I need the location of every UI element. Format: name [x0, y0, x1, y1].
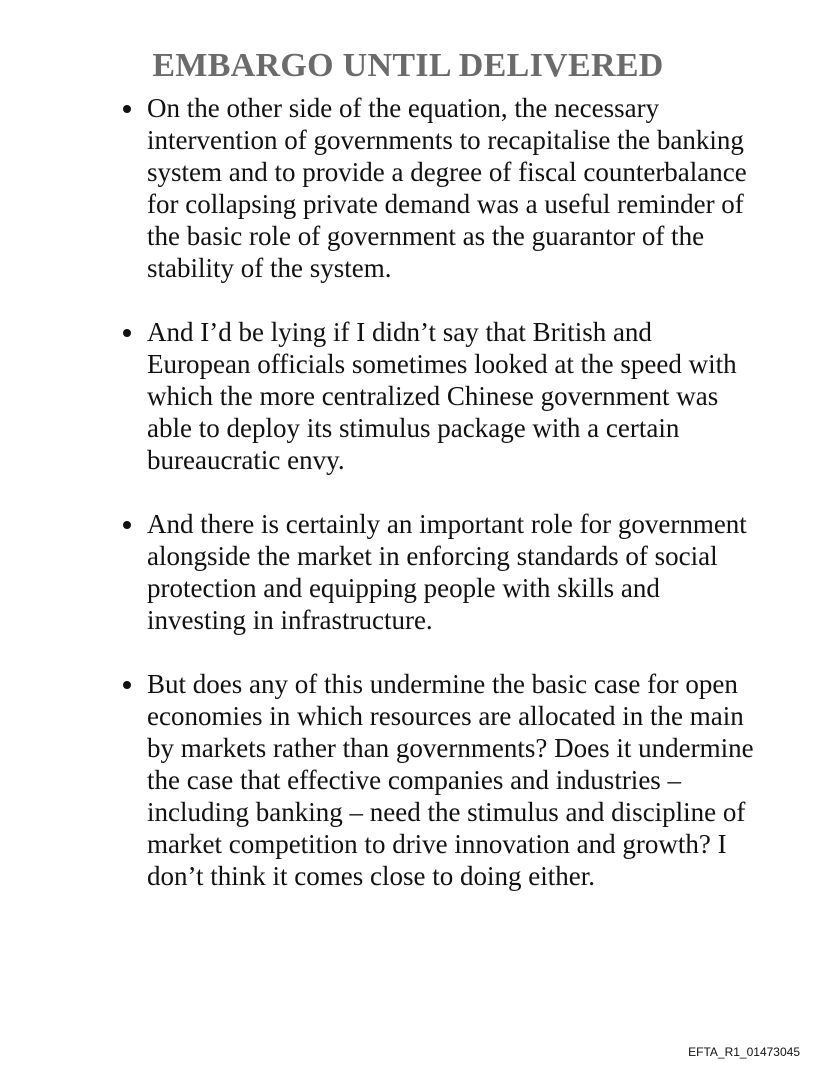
- bullet-dot-icon: [123, 681, 131, 689]
- bullet-list: [121, 92, 761, 924]
- bullet-item-1: [121, 92, 761, 284]
- bullet-item-4: [121, 668, 761, 892]
- bullet-text: And I’d be lying if I didn’t say that British and European officials sometimes looked at the speed with which the more centralized Chinese government was able to deploy its stimulus package with a certain bureaucratic envy.: [147, 317, 737, 475]
- bullet-dot-icon: [123, 521, 131, 529]
- bullet-text: On the other side of the equation, the necessary intervention of governments to recapitalise the banking system and to provide a degree of fiscal counterbalance for collapsing private demand was a useful reminder of the basic role of government as the guarantor of the stability of the system.: [147, 93, 747, 283]
- document-id-stamp: EFTA_R1_01473045: [688, 1045, 800, 1059]
- bullet-text: But does any of this undermine the basic case for open economies in which resources are allocated in the main by markets rather than governments? Does it undermine the case that effective companies and industries – including banking – need the stimulus and discipline of market competition to drive innovation and growth? I don’t think it comes close to doing either.: [147, 669, 754, 891]
- bullet-item-2: [121, 316, 761, 476]
- bullet-item-3: [121, 508, 761, 636]
- bullet-dot-icon: [123, 329, 131, 337]
- bullet-text: And there is certainly an important role for government alongside the market in enforcing standards of social protection and equipping people with skills and investing in infrastructure.: [147, 509, 747, 635]
- embargo-header: EMBARGO UNTIL DELIVERED: [152, 47, 664, 84]
- bullet-dot-icon: [123, 105, 131, 113]
